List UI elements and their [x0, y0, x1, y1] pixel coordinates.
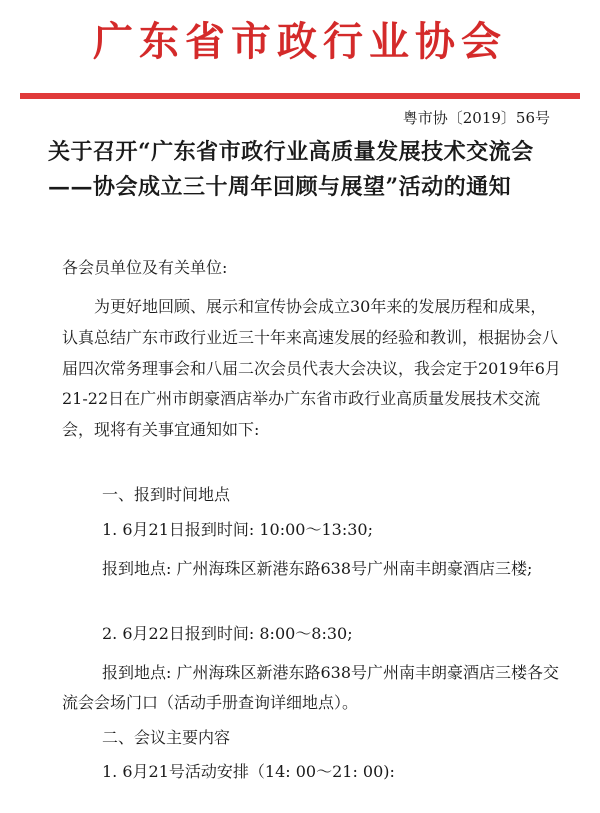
section-heading-registration: 一、报到时间地点: [102, 485, 231, 504]
document-number: 粤市协〔2019〕56号: [402, 109, 550, 127]
registration-item-1: 1. 6月21日报到时间: 10:00～13:30;: [102, 520, 373, 539]
registration-place-2: 报到地点: 广州海珠区新港东路638号广州南丰朗豪酒店三楼各交流会会场门口（活动手册查询详细地点）。: [62, 663, 560, 712]
salutation: 各会员单位及有关单位:: [62, 258, 228, 277]
registration-item-2: 2. 6月22日报到时间: 8:00～8:30;: [102, 624, 353, 643]
notice-title: 关于召开“广东省市政行业高质量发展技术交流会——协会成立三十周年回顾与展望”活动的通知: [48, 139, 534, 200]
content-item-1: 1. 6月21号活动安排（14: 00～21: 00):: [102, 762, 395, 781]
red-header-rule: [20, 93, 580, 99]
section-heading-content: 二、会议主要内容: [102, 728, 231, 747]
organization-header-title: 广东省市政行业协会: [93, 19, 507, 65]
registration-place-1: 报到地点: 广州海珠区新港东路638号广州南丰朗豪酒店三楼;: [102, 559, 533, 578]
intro-paragraph: 为更好地回顾、展示和宣传协会成立30年来的发展历程和成果，认真总结广东市政行业近三十年来高速发展的经验和教训，根据协会八届四次常务理事会和八届二次会员代表大会决议，我会定于2019年6月21-22日在广州市朗豪酒店举办广东省市政行业高质量发展技术交流会，现将有关事宜通知如下:: [62, 297, 561, 440]
